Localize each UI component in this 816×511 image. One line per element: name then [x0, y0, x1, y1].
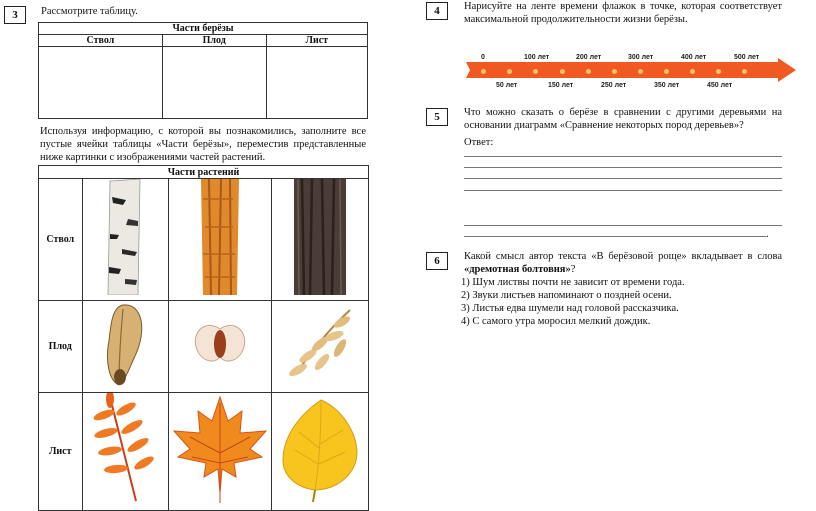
question-4-number: 4 — [426, 2, 448, 20]
q3-instructions: Используя информацию, с которой вы познакомились, заполните все пустые ячейки таблицы «Части берёзы», переместив представленные ниже картинки с изображениями частей растений. — [40, 126, 366, 163]
birch-parts-table — [38, 22, 368, 119]
timeline-dot[interactable] — [742, 69, 747, 74]
empty-cell-trunk[interactable] — [39, 47, 163, 119]
timeline-dot[interactable] — [638, 69, 643, 74]
empty-cell-fruit[interactable] — [162, 47, 266, 119]
row-label-fruit: Плод — [39, 301, 83, 393]
seed-cluster-picture — [280, 304, 360, 384]
timeline-label-50: 50 лет — [496, 82, 518, 89]
maple-seed-image[interactable] — [82, 301, 168, 393]
q6-option-3[interactable]: 3) Листья едва шумели над головой рассказчика. — [461, 303, 679, 314]
q6-option-2[interactable]: 2) Звуки листьев напоминают о поздней осени. — [461, 290, 672, 301]
timeline-dot[interactable] — [612, 69, 617, 74]
birch-seed-image[interactable] — [168, 301, 271, 393]
plant-table-title: Части растений — [39, 166, 369, 179]
q6-option-4[interactable]: 4) С самого утра моросил мелкий дождик. — [461, 316, 651, 327]
answer-line[interactable] — [464, 236, 766, 237]
timeline-label-400: 400 лет — [681, 54, 707, 61]
timeline-dot[interactable] — [481, 69, 486, 74]
timeline-label-500: 500 лет — [734, 54, 760, 61]
q6-text-suffix: ? — [570, 264, 576, 275]
pine-trunk-image[interactable] — [168, 179, 271, 301]
timeline-dot[interactable] — [560, 69, 565, 74]
timeline-label-450: 450 лет — [707, 82, 733, 89]
pine-trunk-picture — [195, 179, 245, 295]
q4-text: Нарисуйте на ленте времени флажок в точке, которая соответствует максимальной продолжительности жизни берёзы. — [464, 1, 782, 25]
birch-trunk-image[interactable] — [82, 179, 168, 301]
maple-leaf-picture — [170, 393, 270, 505]
timeline-dot[interactable] — [533, 69, 538, 74]
birch-samara-picture — [190, 319, 250, 369]
q6-option-1[interactable]: 1) Шум листвы почти не зависит от времени года. — [461, 277, 685, 288]
timeline-dot[interactable] — [586, 69, 591, 74]
dark-trunk-image[interactable] — [271, 179, 368, 301]
timeline-label-100: 100 лет — [524, 54, 550, 61]
dark-trunk-picture — [290, 179, 350, 295]
q6-options — [461, 276, 685, 328]
birch-leaf-image[interactable] — [271, 393, 368, 511]
q5-answer-label: Ответ: — [464, 137, 494, 148]
empty-cell-leaf[interactable] — [266, 47, 367, 119]
birch-header-fruit: Плод — [162, 35, 266, 47]
timeline-dot[interactable] — [664, 69, 669, 74]
rowan-leaf-image[interactable] — [82, 393, 168, 511]
answer-end-mark: . — [766, 229, 769, 240]
question-5-number: 5 — [426, 108, 448, 126]
timeline-dot[interactable] — [507, 69, 512, 74]
answer-line[interactable] — [464, 225, 782, 226]
maple-leaf-image[interactable] — [168, 393, 271, 511]
timeline-arrow[interactable] — [462, 58, 798, 82]
question-6-number: 6 — [426, 252, 448, 270]
birch-header-trunk: Ствол — [39, 35, 163, 47]
birch-table-title: Части берёзы — [39, 23, 368, 35]
timeline-label-250: 250 лет — [601, 82, 627, 89]
yellow-leaf-picture — [275, 394, 365, 504]
plant-parts-table — [38, 165, 369, 511]
answer-line[interactable] — [464, 167, 782, 168]
winged-seed-picture — [95, 301, 155, 387]
question-3-number: 3 — [4, 6, 26, 24]
q5-text: Что можно сказать о берёзе в сравнении с другими деревьями на основании диаграмм «Сравнение некоторых пород деревьев»? — [464, 107, 782, 131]
timeline-label-300: 300 лет — [628, 54, 654, 61]
q3-intro: Рассмотрите таблицу. — [41, 6, 138, 17]
answer-line[interactable] — [464, 190, 782, 191]
answer-line[interactable] — [464, 178, 782, 179]
row-label-trunk: Ствол — [39, 179, 83, 301]
timeline-dot[interactable] — [716, 69, 721, 74]
timeline-dot[interactable] — [690, 69, 695, 74]
birch-trunk-picture — [100, 179, 150, 295]
answer-line[interactable] — [464, 156, 782, 157]
ash-seeds-image[interactable] — [271, 301, 368, 393]
compound-leaf-picture — [90, 393, 160, 505]
q6-text-prefix: Какой смысл автор текста «В берёзовой роще» вкладывает в слова — [464, 251, 782, 262]
birch-header-leaf: Лист — [266, 35, 367, 47]
timeline-label-350: 350 лет — [654, 82, 680, 89]
timeline-label-0: 0 — [481, 54, 485, 61]
q6-text-bold: «дремотная болтовня» — [464, 264, 571, 275]
row-label-leaf: Лист — [39, 393, 83, 511]
timeline-label-150: 150 лет — [548, 82, 574, 89]
q6-text — [464, 250, 782, 276]
timeline-label-200: 200 лет — [576, 54, 602, 61]
